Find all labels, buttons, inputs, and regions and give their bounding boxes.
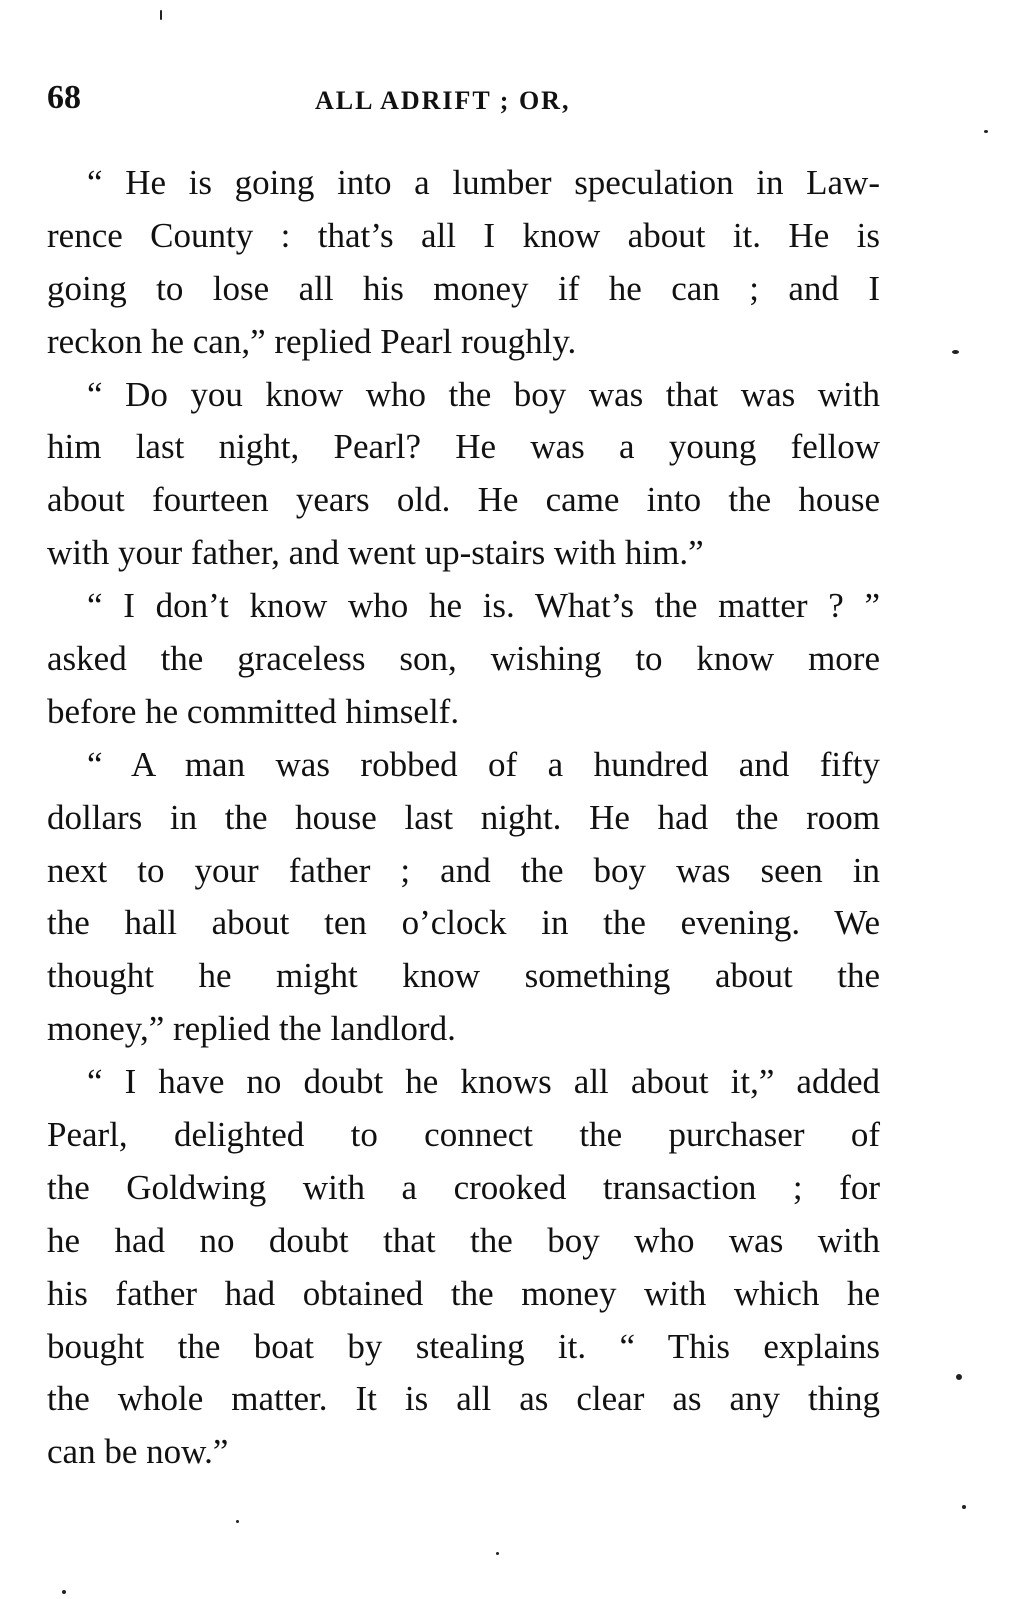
- text-line: bought the boat by stealing it. “ This explains: [47, 1326, 880, 1366]
- text-line: the hall about ten o’clock in the evening. We: [47, 903, 880, 943]
- text-line: his father had obtained the money with which he: [47, 1273, 880, 1313]
- scan-speck: [160, 10, 162, 20]
- text-line: he had no doubt that the boy who was with: [47, 1220, 880, 1260]
- scan-speck: [496, 1552, 499, 1555]
- text-line: with your father, and went up-stairs with him.”: [47, 533, 704, 573]
- scan-speck: [62, 1590, 66, 1594]
- text-line: rence County : that’s all I know about it. He is: [47, 215, 880, 255]
- text-line: reckon he can,” replied Pearl roughly.: [47, 321, 577, 361]
- scan-speck: [962, 1505, 966, 1509]
- text-line: about fourteen years old. He came into the house: [47, 480, 880, 520]
- text-line: thought he might know something about the: [47, 956, 880, 996]
- body-text: [47, 157, 880, 1479]
- running-head: [47, 78, 877, 128]
- text-line: him last night, Pearl? He was a young fellow: [47, 427, 880, 467]
- paragraph-4: [47, 739, 880, 1056]
- text-line: going to lose all his money if he can ; and I: [47, 268, 880, 308]
- text-line: money,” replied the landlord.: [47, 1009, 456, 1049]
- paragraph-3: [47, 580, 880, 739]
- text-line: Pearl, delighted to connect the purchaser of: [47, 1115, 880, 1155]
- text-line: can be now.”: [47, 1432, 229, 1472]
- text-line: “ A man was robbed of a hundred and fifty: [87, 744, 880, 784]
- paragraph-5: [47, 1056, 880, 1479]
- text-line: the Goldwing with a crooked transaction ; for: [47, 1167, 880, 1207]
- paragraph-2: [47, 369, 880, 581]
- scan-speck: [984, 130, 988, 133]
- text-line: asked the graceless son, wishing to know more: [47, 639, 880, 679]
- scan-speck: [236, 1520, 239, 1523]
- text-line: “ I have no doubt he knows all about it,” added: [87, 1062, 880, 1102]
- text-line: “ He is going into a lumber speculation in Law-: [87, 163, 880, 202]
- text-line: “ Do you know who the boy was that was with: [87, 374, 880, 414]
- text-line: dollars in the house last night. He had the room: [47, 797, 880, 837]
- text-line: the whole matter. It is all as clear as any thing: [47, 1379, 880, 1419]
- text-line: next to your father ; and the boy was seen in: [47, 850, 880, 890]
- page-number: 68: [47, 79, 81, 116]
- text-line: before he committed himself.: [47, 691, 460, 731]
- scan-speck: [952, 350, 959, 354]
- text-line: “ I don’t know who he is. What’s the matter ? ”: [87, 586, 880, 626]
- running-title: ALL ADRIFT ; OR,: [315, 86, 571, 115]
- scan-speck: [956, 1374, 962, 1380]
- paragraph-1: [47, 157, 880, 369]
